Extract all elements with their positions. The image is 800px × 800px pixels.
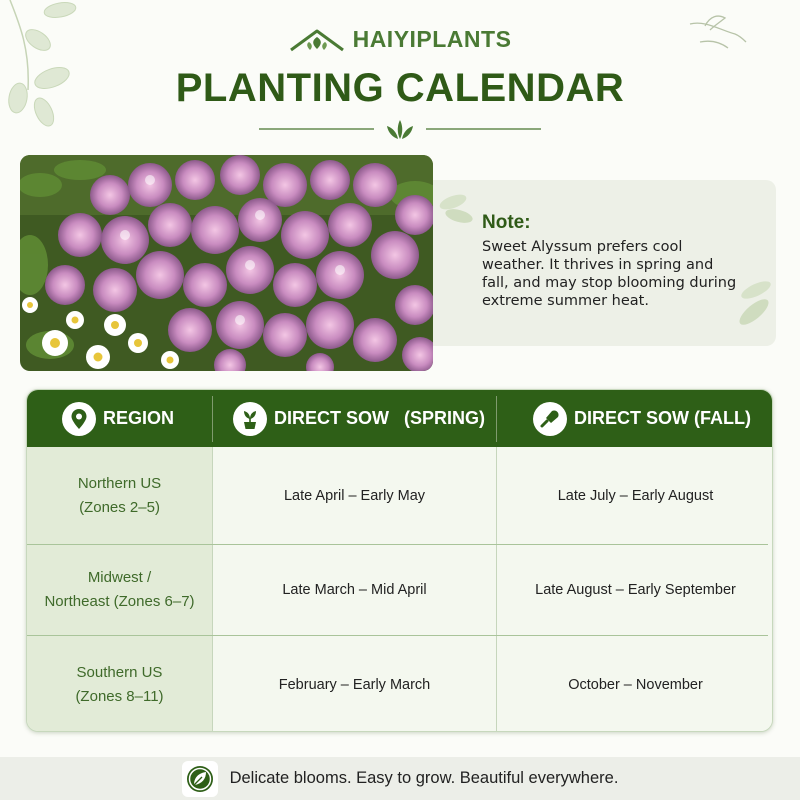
fall-cell: Late July – Early August xyxy=(497,447,773,544)
header-region-label: REGION xyxy=(103,408,175,428)
header-spring-label: DIRECT SOW (SPRING) xyxy=(274,408,485,428)
note-text: Sweet Alyssum prefers cool weather. It thrives in spring and fall, and may stop blooming during extreme summer heat. xyxy=(482,239,737,309)
brand-header xyxy=(0,26,800,57)
title-divider xyxy=(250,114,550,144)
location-pin-icon xyxy=(62,402,96,436)
region-cell xyxy=(27,545,212,635)
spring-cell: Late March – Mid April xyxy=(213,545,496,635)
planting-table xyxy=(26,389,773,732)
header-spring xyxy=(233,390,485,447)
fall-cell: October – November xyxy=(497,636,773,732)
region-zones: (Zones 2–5) xyxy=(79,498,160,516)
footer-tagline: Delicate blooms. Easy to grow. Beautiful everywhere. xyxy=(229,769,619,787)
brand-name: HAIYIPLANTS xyxy=(352,26,512,52)
fall-cell: Late August – Early September xyxy=(497,545,773,635)
table-header xyxy=(27,390,773,447)
table-row xyxy=(27,636,773,732)
region-zones: Northeast (Zones 6–7) xyxy=(44,593,195,610)
region-cell xyxy=(27,636,212,732)
region-cell xyxy=(27,447,212,544)
region-name: Southern US xyxy=(76,663,163,681)
leaf-circle-icon xyxy=(182,761,218,797)
table-row xyxy=(27,447,773,544)
footer-banner xyxy=(0,757,800,800)
note-title: Note: xyxy=(482,212,531,233)
sprout-divider-icon xyxy=(384,117,416,141)
leaf-decoration-icon xyxy=(433,188,483,228)
trowel-icon xyxy=(533,402,567,436)
seedling-pot-icon xyxy=(233,402,267,436)
house-leaf-logo-icon xyxy=(289,28,345,52)
header-fall-label: DIRECT SOW (FALL) xyxy=(574,408,751,428)
header-fall xyxy=(533,390,751,447)
page-title: PLANTING CALENDAR xyxy=(175,66,625,110)
note-card xyxy=(433,180,776,346)
table-row xyxy=(27,545,773,635)
header-region xyxy=(62,390,174,447)
spring-cell: Late April – Early May xyxy=(213,447,496,544)
alyssum-photo xyxy=(20,155,433,371)
region-zones: (Zones 8–11) xyxy=(75,687,164,705)
region-name: Midwest / xyxy=(87,569,152,586)
spring-cell: February – Early March xyxy=(213,636,496,732)
region-name: Northern US xyxy=(77,474,162,492)
